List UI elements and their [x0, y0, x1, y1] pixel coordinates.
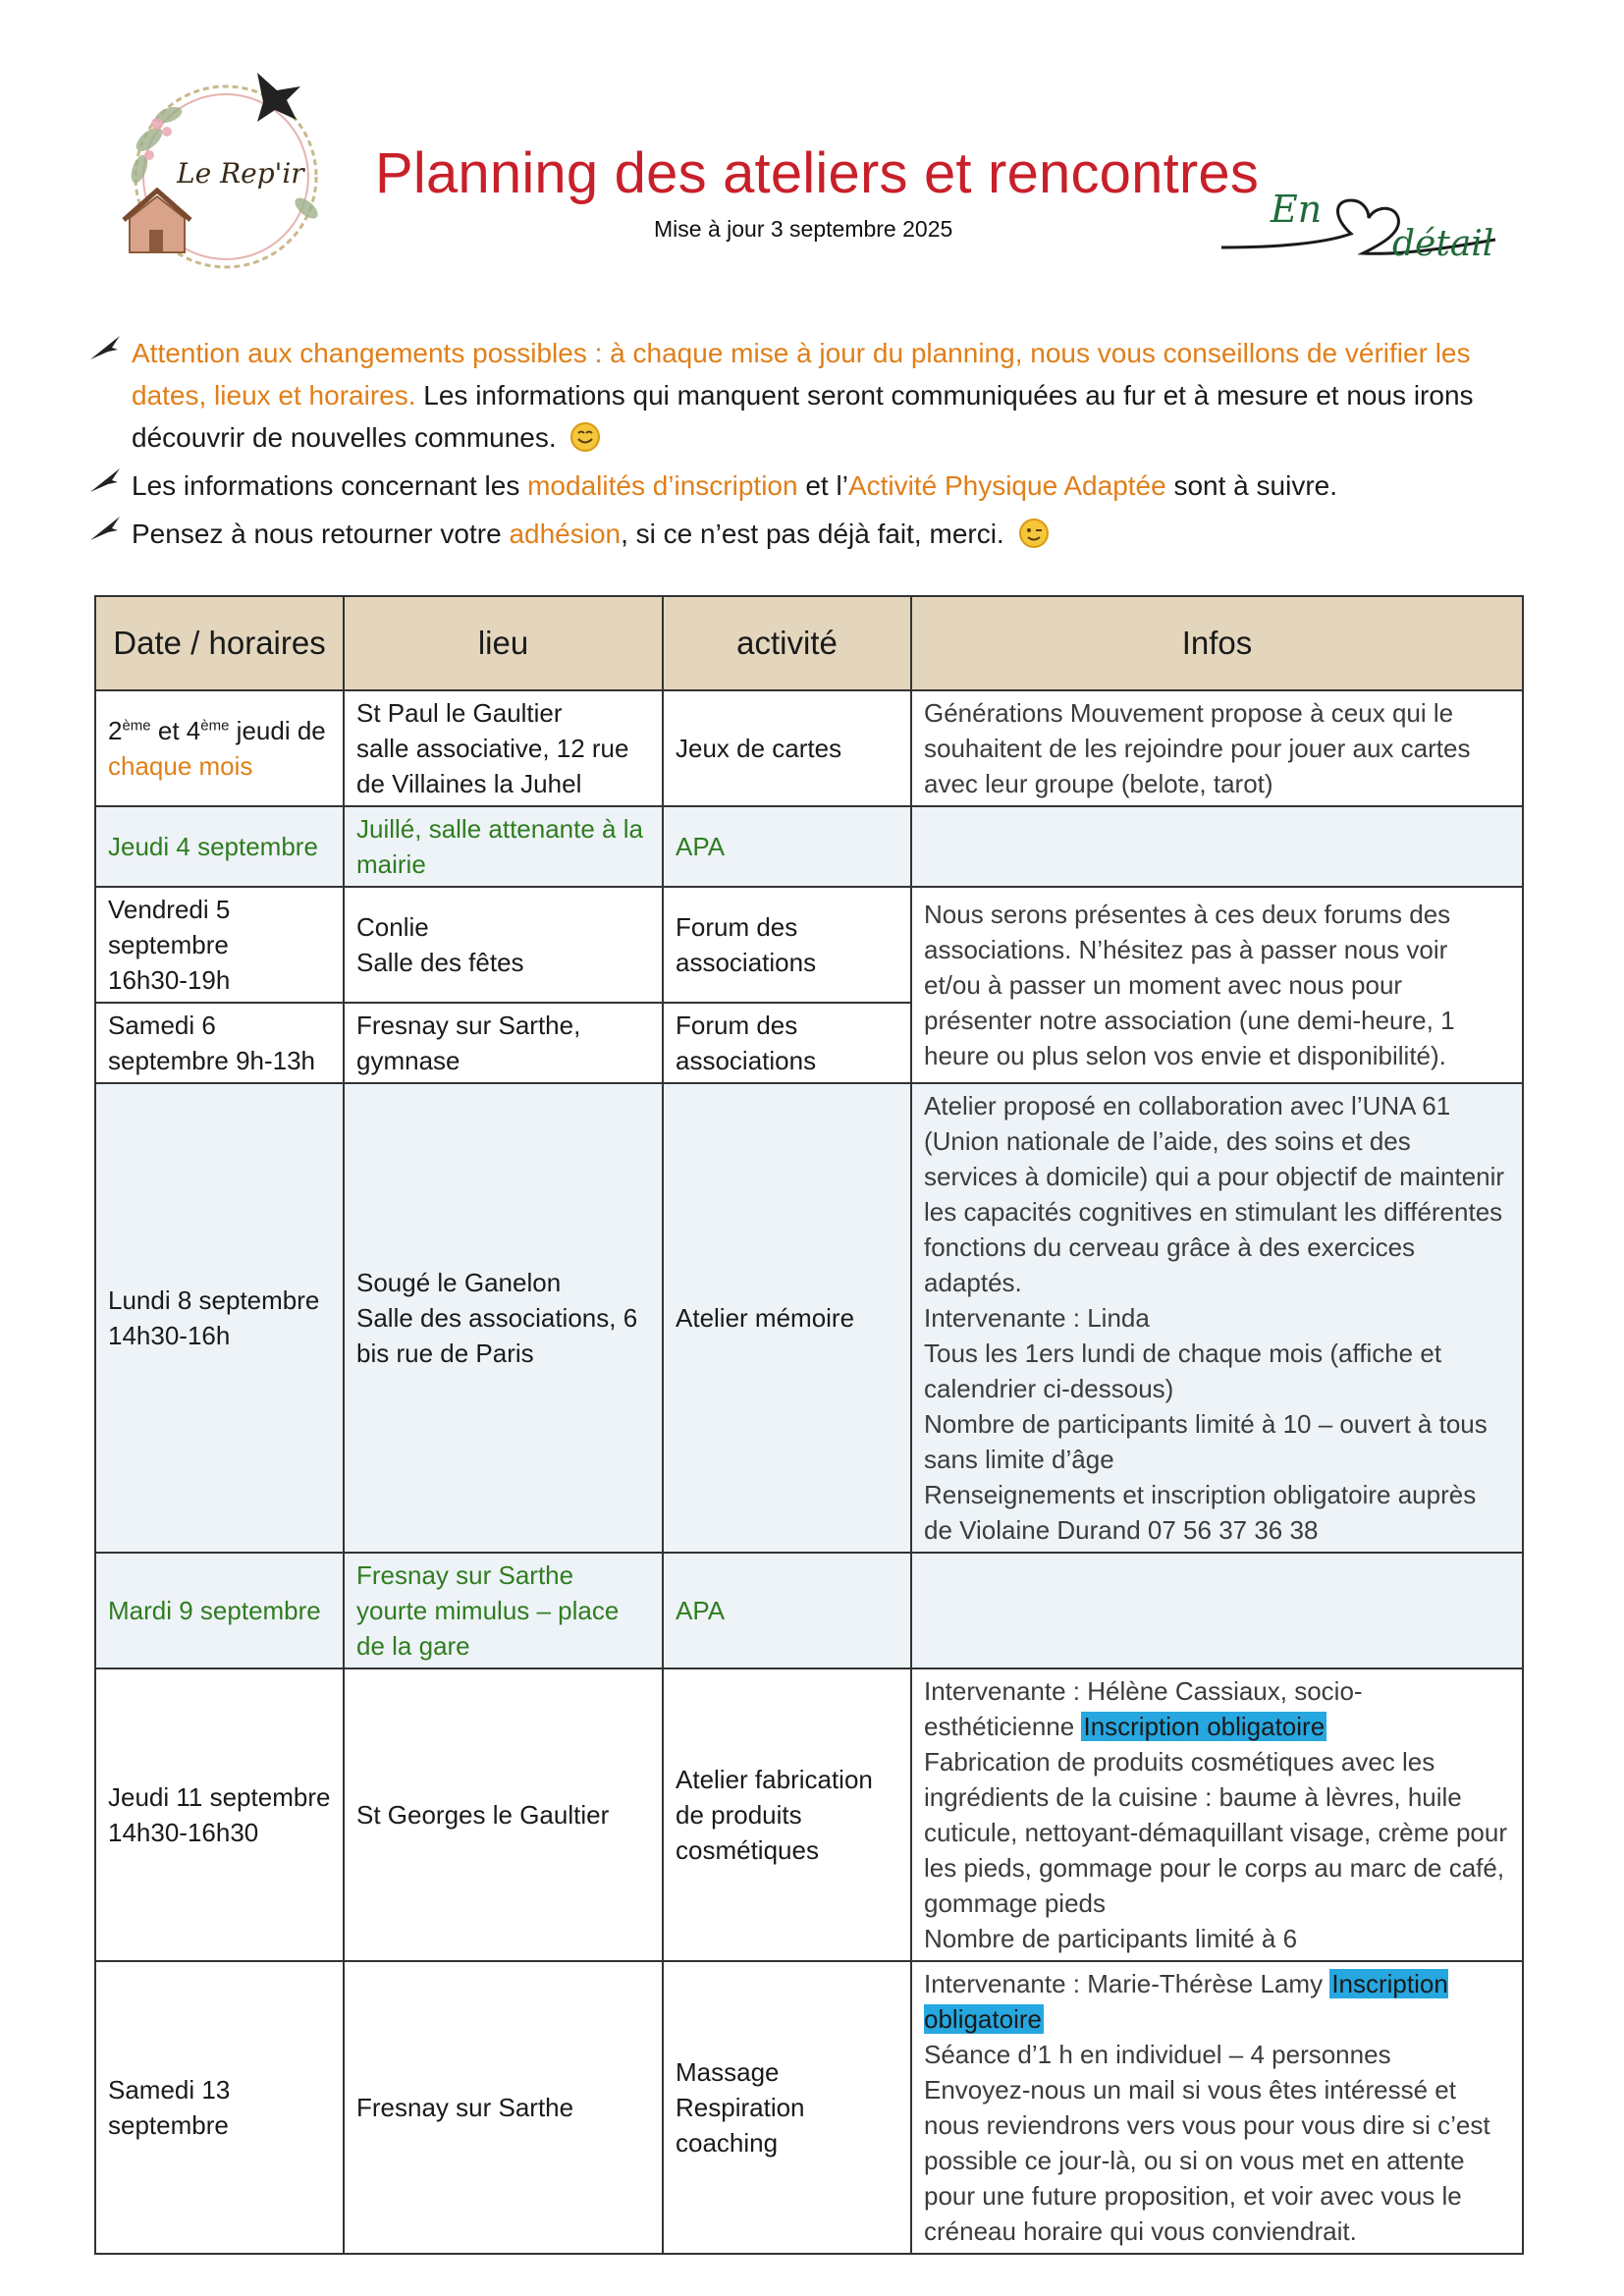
cell-lieu: Fresnay sur Sarthe, gymnase — [344, 1003, 663, 1083]
update-date: Mise à jour 3 septembre 2025 — [654, 216, 953, 242]
cell-infos: Intervenante : Hélène Cassiaux, socio-esthéticienne Inscription obligatoire Fabrication de produits cosmétiques avec les ingrédients de la cuisine : baume à lèvres, huile cuticule, nettoyant-démaquillant visage, crème pour les pieds, gommage pour le corps au marc de café, gommage pieds Nombre de participants limité à 6 — [911, 1668, 1523, 1961]
cell-date: Lundi 8 septembre 14h30-16h — [95, 1083, 344, 1553]
cell-lieu: Fresnay sur Sarthe yourte mimulus – place de la gare — [344, 1553, 663, 1668]
cell-activite: Forum des associations — [663, 887, 911, 1003]
table-row — [95, 1553, 1523, 1668]
cell-activite: APA — [663, 1553, 911, 1668]
bird-bullet-icon — [88, 515, 122, 544]
cell-lieu: St Paul le Gaultier salle associative, 12 rue de Villaines la Juhel — [344, 690, 663, 806]
cell-infos — [911, 806, 1523, 887]
cell-activite: Forum des associations — [663, 1003, 911, 1083]
bullet-item: Les informations concernant les modalités d’inscription et l’Activité Physique Adaptée sont à suivre. — [88, 465, 1542, 507]
cell-lieu: St Georges le Gaultier — [344, 1668, 663, 1961]
cell-date: Samedi 6 septembre 9h-13h — [95, 1003, 344, 1083]
cell-lieu: Sougé le Ganelon Salle des associations, 6 bis rue de Paris — [344, 1083, 663, 1553]
en-text: En — [1271, 188, 1323, 231]
bullet-item: Attention aux changements possibles : à chaque mise à jour du planning, nous vous conseillons de vérifier les dates, lieux et horaires. Les informations qui manquent seront communiquées au fur et à mesure et nous irons découvrir de nouvelles communes. — [88, 332, 1542, 459]
cell-lieu: Conlie Salle des fêtes — [344, 887, 663, 1003]
cell-infos: Atelier proposé en collaboration avec l’UNA 61 (Union nationale de l’aide, des soins et des services à domicile) qui a pour objectif de maintenir les capacités cognitives en stimulant les différentes fonctions du cerveau grâce à des exercices adaptés. Intervenante : Linda Tous les 1ers lundi de chaque mois (affiche et calendrier ci-dessous) Nombre de participants limité à 10 – ouvert à tous sans limite d’âge Renseignements et inscription obligatoire auprès de Violaine Durand 07 56 37 36 38 — [911, 1083, 1523, 1553]
page-title: Planning des ateliers et rencontres — [375, 141, 1260, 205]
header-lieu: lieu — [344, 596, 663, 690]
bird-bullet-icon — [88, 466, 122, 496]
cell-activite: Atelier fabrication de produits cosmétiques — [663, 1668, 911, 1961]
cell-activite: Atelier mémoire — [663, 1083, 911, 1553]
table-row — [95, 1961, 1523, 2254]
inscription-badge: Inscription obligatoire — [924, 1969, 1448, 2034]
table-header-row — [95, 596, 1523, 690]
cell-lieu: Fresnay sur Sarthe — [344, 1961, 663, 2254]
table-row — [95, 887, 1523, 1003]
cell-date: 2ème et 4ème jeudi de chaque mois — [95, 690, 344, 806]
cell-date: Jeudi 4 septembre — [95, 806, 344, 887]
table-row — [95, 806, 1523, 887]
cell-infos: Nous serons présentes à ces deux forums des associations. N’hésitez pas à passer nous voir et/ou à passer un moment avec nous pour présenter notre association (une demi-heure, 1 heure ou plus selon vos envie et disponibilité). — [911, 887, 1523, 1083]
cell-activite: Jeux de cartes — [663, 690, 911, 806]
inscription-badge: Inscription obligatoire — [1083, 1712, 1326, 1741]
table-row — [95, 690, 1523, 806]
planning-table — [94, 595, 1524, 2255]
en-detail-signature — [1216, 179, 1500, 282]
cell-activite: APA — [663, 806, 911, 887]
cell-activite: Massage Respiration coaching — [663, 1961, 911, 2254]
bird-bullet-icon — [88, 334, 122, 363]
cell-lieu: Juillé, salle attenante à la mairie — [344, 806, 663, 887]
detail-text: détail — [1392, 224, 1494, 264]
header-infos: Infos — [911, 596, 1523, 690]
smile-emoji-icon — [569, 421, 601, 453]
bullet-list — [88, 332, 1542, 561]
header-activite: activité — [663, 596, 911, 690]
header-date: Date / horaires — [95, 596, 344, 690]
cell-infos: Générations Mouvement propose à ceux qui le souhaitent de les rejoindre pour jouer aux cartes avec leur groupe (belote, tarot) — [911, 690, 1523, 806]
cell-infos — [911, 1553, 1523, 1668]
cell-date: Samedi 13 septembre — [95, 1961, 344, 2254]
cell-date: Mardi 9 septembre — [95, 1553, 344, 1668]
cell-date: Vendredi 5 septembre 16h30-19h — [95, 887, 344, 1003]
logo-text: Le Rep'ir — [177, 157, 304, 190]
table-row — [95, 1083, 1523, 1553]
cell-date: Jeudi 11 septembre 14h30-16h30 — [95, 1668, 344, 1961]
table-row — [95, 1668, 1523, 1961]
cell-infos: Intervenante : Marie-Thérèse Lamy Inscription obligatoire Séance d’1 h en individuel – 4 personnes Envoyez-nous un mail si vous êtes intéressé et nous reviendrons vers vous pour vous dire si c’est possible ce jour-là, ou si on vous met en attente pour une future proposition, et voir avec vous le créneau horaire qui vous conviendrait. — [911, 1961, 1523, 2254]
wink-emoji-icon — [1018, 518, 1050, 549]
bullet-item: Pensez à nous retourner votre adhésion, si ce n’est pas déjà fait, merci. — [88, 513, 1542, 555]
